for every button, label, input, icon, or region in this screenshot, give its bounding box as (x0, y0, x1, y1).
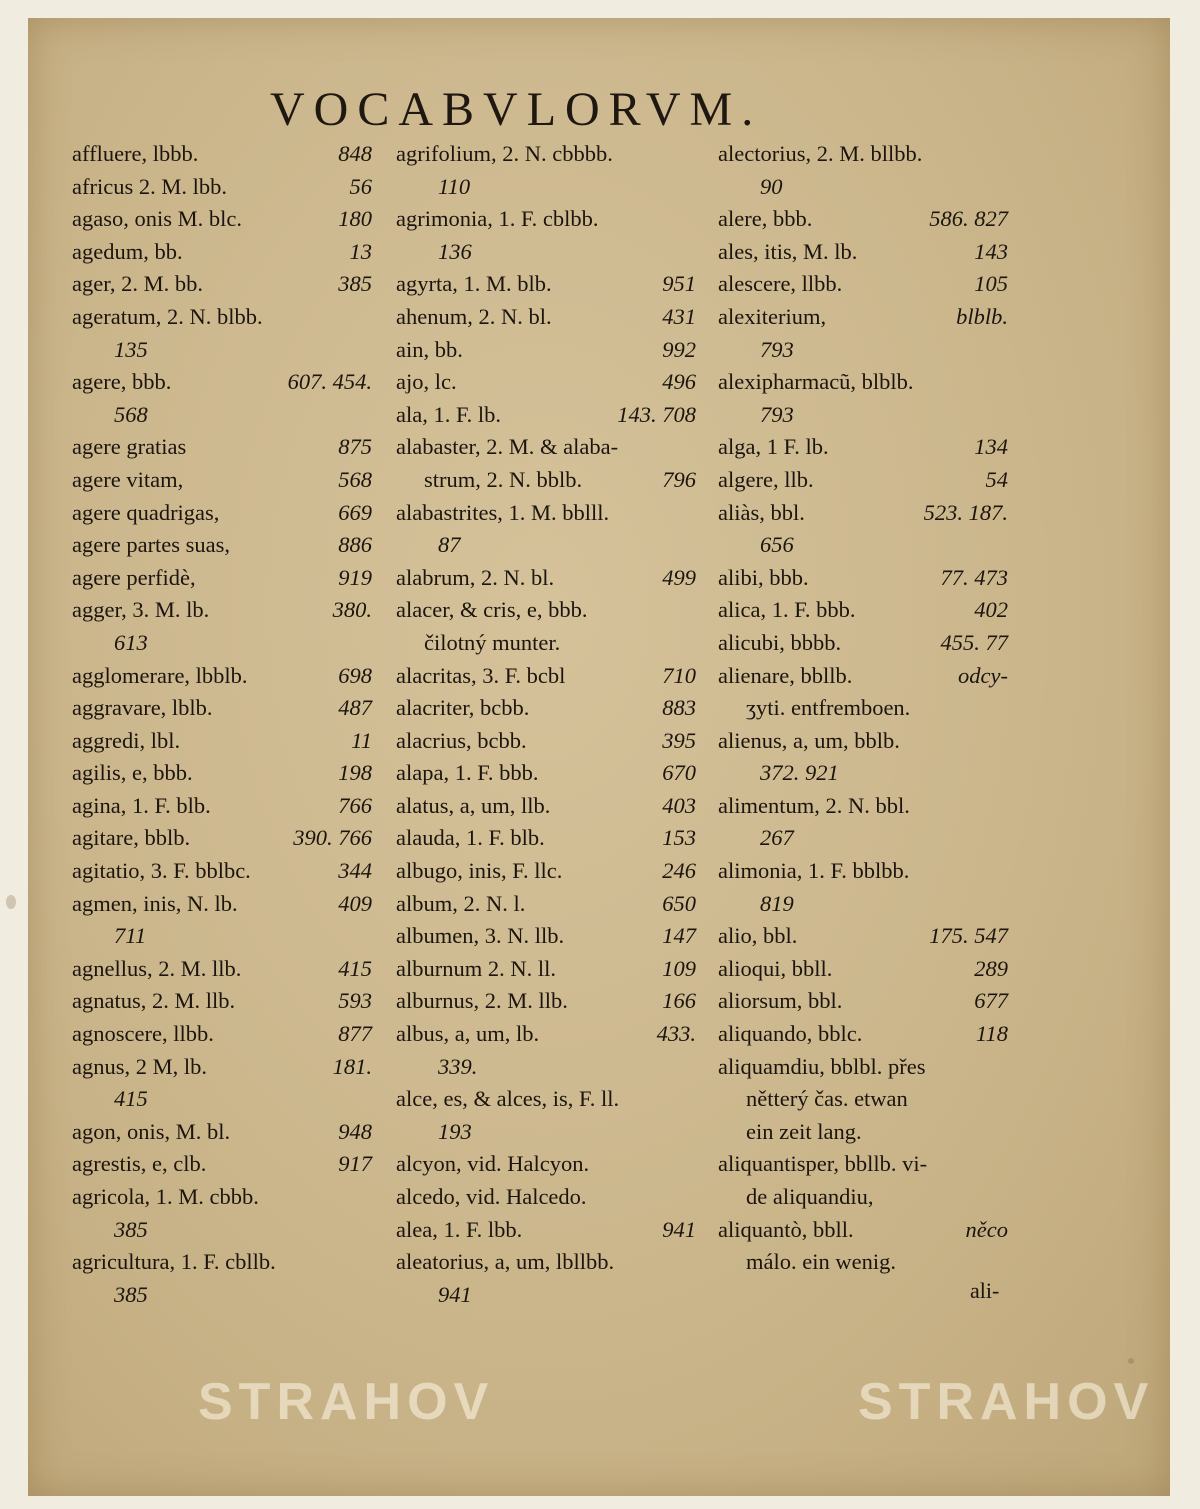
vocab-entry (396, 692, 696, 725)
vocab-word: ain, bb. (396, 336, 463, 362)
vocab-word: 135 (114, 336, 148, 362)
vocab-word: de aliquandiu, (746, 1184, 874, 1209)
vocab-entry (718, 660, 1008, 693)
vocab-word: ahenum, 2. N. bl. (396, 303, 552, 329)
vocab-entry (718, 366, 1008, 399)
vocab-entry (396, 562, 696, 595)
vocab-entry (396, 399, 696, 432)
column-1 (72, 138, 372, 1311)
vocab-word: agnoscere, llbb. (72, 1021, 214, 1047)
vocab-word: 385 (114, 1216, 148, 1242)
vocab-word: agere vitam, (72, 466, 184, 492)
vocab-word: 656 (760, 532, 794, 558)
vocab-word: albus, a, um, lb. (396, 1021, 540, 1047)
vocab-word: affluere, lbbb. (72, 141, 199, 166)
page-reference: 677 (974, 988, 1008, 1014)
page-reference: 246 (662, 858, 696, 884)
vocab-entry (72, 1148, 372, 1181)
vocab-word: alacritas, 3. F. bcbl (396, 662, 566, 688)
vocab-word: aggredi, lbl. (72, 727, 181, 753)
page-reference: 134 (974, 434, 1008, 460)
vocab-entry (718, 1051, 1008, 1084)
page-reference: 669 (338, 499, 372, 525)
page-reference: 143. 708 (617, 401, 696, 427)
vocab-entry (718, 725, 1008, 758)
vocab-entry (72, 757, 372, 790)
vocab-entry (396, 1051, 696, 1084)
vocab-entry (72, 366, 372, 399)
vocab-word: agnus, 2 M, lb. (72, 1053, 207, 1079)
vocab-word: agricultura, 1. F. cbllb. (72, 1249, 276, 1275)
vocab-entry (72, 888, 372, 921)
page-reference: 586. 827 (929, 206, 1008, 232)
vocab-entry (718, 594, 1008, 627)
page-reference: 13 (349, 238, 372, 264)
vocab-entry (396, 985, 696, 1018)
vocab-word: agere perfidè, (72, 564, 196, 590)
vocab-entry (396, 1083, 696, 1116)
catchword: ali- (970, 1278, 1000, 1303)
vocab-word: alicubi, bbbb. (718, 629, 842, 655)
vocab-word: agnellus, 2. M. llb. (72, 955, 242, 981)
ink-spot (6, 895, 16, 909)
vocab-entry (718, 399, 1008, 432)
vocab-entry (396, 953, 696, 986)
vocab-entry (72, 1181, 372, 1214)
page-reference: 402 (974, 597, 1008, 623)
page-reference: 403 (662, 792, 696, 818)
vocab-entry (72, 1246, 372, 1279)
vocab-word: 415 (114, 1086, 148, 1112)
vocab-word: ʒyti. entfremboen. (746, 695, 911, 721)
vocab-entry (396, 627, 696, 660)
vocab-entry (396, 138, 696, 171)
vocab-word: alescere, llbb. (718, 271, 843, 297)
page-reference: 941 (662, 1216, 696, 1242)
vocab-word: 819 (760, 890, 794, 916)
vocab-entry (72, 268, 372, 301)
vocab-entry (718, 985, 1008, 1018)
vocab-entry (396, 920, 696, 953)
vocab-entry (396, 497, 696, 530)
vocab-word: album, 2. N. l. (396, 890, 526, 916)
vocab-word: aleatorius, a, um, lbllbb. (396, 1249, 615, 1275)
vocab-entry (718, 790, 1008, 823)
vocab-word: 613 (114, 629, 148, 655)
vocab-word: alapa, 1. F. bbb. (396, 760, 539, 786)
page-reference: 455. 77 (940, 629, 1008, 655)
vocab-word: nětterý čas. etwan (746, 1086, 908, 1112)
vocab-entry (72, 985, 372, 1018)
library-watermark: STRAHOV (198, 1373, 495, 1431)
page-reference: 992 (662, 336, 696, 362)
vocab-word: agrifolium, 2. N. cbbbb. (396, 141, 613, 166)
vocab-word: ageratum, 2. N. blbb. (72, 303, 263, 329)
vocab-word: alio, bbl. (718, 923, 798, 949)
page-reference: 698 (338, 662, 372, 688)
page-reference: blblb. (956, 303, 1008, 329)
vocab-word: alectorius, 2. M. bllbb. (718, 141, 923, 166)
vocab-entry (72, 236, 372, 269)
vocab-entry (718, 1214, 1008, 1247)
vocab-entry (72, 203, 372, 236)
vocab-entry (718, 1018, 1008, 1051)
page-reference: 77. 473 (940, 564, 1008, 590)
vocab-word: alatus, a, um, llb. (396, 792, 551, 818)
page-reference: 650 (662, 890, 696, 916)
page-reference: 796 (662, 466, 696, 492)
vocab-word: alacriter, bcbb. (396, 695, 530, 721)
vocab-entry (396, 1148, 696, 1181)
vocab-entry (396, 1279, 696, 1312)
vocab-word: agrestis, e, clb. (72, 1151, 207, 1177)
vocab-word: alea, 1. F. lbb. (396, 1216, 523, 1242)
vocab-entry (718, 236, 1008, 269)
vocab-entry (718, 1083, 1008, 1116)
vocab-word: alburnum 2. N. ll. (396, 955, 556, 981)
page-reference: 54 (985, 466, 1008, 492)
vocab-entry (72, 594, 372, 627)
page-reference: 431 (662, 303, 696, 329)
vocab-entry (396, 268, 696, 301)
page-reference: 875 (338, 434, 372, 460)
vocab-entry (72, 725, 372, 758)
page-reference: 143 (974, 238, 1008, 264)
vocab-entry (72, 1279, 372, 1312)
vocab-entry (396, 529, 696, 562)
page-reference: 289 (974, 955, 1008, 981)
vocab-entry (718, 138, 1008, 171)
vocab-entry (718, 888, 1008, 921)
page-reference: 766 (338, 792, 372, 818)
vocab-word: alienus, a, um, bblb. (718, 727, 900, 753)
vocab-entry (72, 301, 372, 334)
page-reference: 181. (332, 1053, 372, 1079)
vocab-entry (718, 920, 1008, 953)
vocab-word: 87 (438, 532, 461, 558)
vocab-entry (396, 464, 696, 497)
page-reference: 118 (975, 1021, 1008, 1047)
vocab-word: agitare, bblb. (72, 825, 191, 851)
ink-spot (1128, 1358, 1134, 1364)
vocab-word: aliàs, bbl. (718, 499, 805, 525)
column-2 (396, 138, 696, 1311)
vocab-entry (72, 334, 372, 367)
vocab-entry (72, 1051, 372, 1084)
page-reference: 948 (338, 1118, 372, 1144)
vocab-entry (396, 1116, 696, 1149)
vocab-word: alacer, & cris, e, bbb. (396, 597, 588, 623)
vocab-entry (396, 725, 696, 758)
vocab-entry (718, 627, 1008, 660)
vocab-word: aliquando, bblc. (718, 1021, 863, 1047)
vocab-entry (72, 1214, 372, 1247)
page-reference: 180 (338, 206, 372, 232)
vocab-word: aliquantisper, bbllb. vi- (718, 1151, 928, 1177)
vocab-word: alauda, 1. F. blb. (396, 825, 545, 851)
vocab-entry (396, 431, 696, 464)
vocab-entry (396, 855, 696, 888)
vocab-word: agaso, onis M. blc. (72, 206, 242, 232)
page-reference: 380. (332, 597, 372, 623)
vocab-word: agyrta, 1. M. blb. (396, 271, 552, 297)
page-reference: něco (965, 1216, 1008, 1242)
page-reference: 385 (338, 271, 372, 297)
vocab-word: alexiterium, (718, 303, 827, 329)
vocab-entry (72, 1116, 372, 1149)
vocab-word: 267 (760, 825, 794, 851)
vocab-entry (396, 822, 696, 855)
vocab-word: albumen, 3. N. llb. (396, 923, 565, 949)
vocab-word: 193 (438, 1118, 472, 1144)
vocab-entry (72, 692, 372, 725)
vocab-entry (72, 1083, 372, 1116)
vocab-entry (72, 529, 372, 562)
vocab-entry (396, 594, 696, 627)
page-reference: 919 (338, 564, 372, 590)
vocab-word: 568 (114, 401, 148, 427)
vocab-entry (72, 464, 372, 497)
page-reference: 487 (338, 695, 372, 721)
vocab-word: 136 (438, 238, 472, 264)
vocab-word: agrimonia, 1. F. cblbb. (396, 206, 599, 232)
vocab-entry (396, 203, 696, 236)
vocab-word: 711 (114, 923, 147, 949)
vocab-word: alcyon, vid. Halcyon. (396, 1151, 590, 1177)
vocab-entry (396, 1246, 696, 1279)
vocab-entry (72, 822, 372, 855)
vocab-word: agina, 1. F. blb. (72, 792, 211, 818)
vocab-word: alibi, bbb. (718, 564, 809, 590)
vocab-entry (718, 529, 1008, 562)
page-reference: 105 (974, 271, 1008, 297)
vocab-entry (72, 660, 372, 693)
vocab-entry (72, 431, 372, 464)
vocab-word: ein zeit lang. (746, 1118, 862, 1144)
column-3 (718, 138, 1008, 1279)
vocab-word: algere, llb. (718, 466, 814, 492)
vocab-word: alioqui, bbll. (718, 955, 833, 981)
vocab-entry (396, 660, 696, 693)
page-title: VOCABVLORVM. (270, 83, 763, 136)
vocab-word: aliquamdiu, bblbl. přes (718, 1053, 926, 1079)
page-reference: 415 (338, 955, 372, 981)
vocab-word: alacrius, bcbb. (396, 727, 527, 753)
vocab-word: agger, 3. M. lb. (72, 597, 210, 623)
vocab-entry (718, 497, 1008, 530)
page-reference: 166 (662, 988, 696, 1014)
vocab-word: 372. 921 (760, 760, 839, 786)
page-reference: 496 (662, 369, 696, 395)
vocab-word: albugo, inis, F. llc. (396, 858, 563, 884)
vocab-entry (718, 757, 1008, 790)
vocab-entry (396, 236, 696, 269)
vocab-entry (72, 953, 372, 986)
vocab-word: ajo, lc. (396, 369, 457, 395)
vocab-word: ala, 1. F. lb. (396, 401, 502, 427)
vocab-word: agere, bbb. (72, 369, 172, 395)
vocab-entry (718, 268, 1008, 301)
vocab-entry (718, 822, 1008, 855)
vocab-entry (718, 855, 1008, 888)
page-reference: 56 (349, 173, 372, 199)
vocab-word: čilotný munter. (424, 629, 561, 655)
page-reference: 568 (338, 466, 372, 492)
page-reference: 390. 766 (293, 825, 372, 851)
vocab-word: alburnus, 2. M. llb. (396, 988, 568, 1014)
vocab-word: 941 (438, 1281, 472, 1307)
vocab-entry (718, 1116, 1008, 1149)
vocab-entry (396, 1018, 696, 1051)
vocab-word: strum, 2. N. bblb. (424, 466, 583, 492)
page-reference: 109 (662, 955, 696, 981)
vocab-word: alimonia, 1. F. bblbb. (718, 858, 910, 884)
page-reference: 917 (338, 1151, 372, 1177)
vocab-entry (718, 562, 1008, 595)
library-watermark: STRAHOV (858, 1373, 1155, 1431)
vocab-entry (718, 953, 1008, 986)
vocab-word: agricola, 1. M. cbbb. (72, 1184, 259, 1209)
vocab-word: agere partes suas, (72, 532, 231, 558)
vocab-entry (72, 1018, 372, 1051)
vocab-word: ager, 2. M. bb. (72, 271, 203, 297)
vocab-entry (718, 692, 1008, 725)
vocab-entry (72, 855, 372, 888)
vocab-entry (396, 334, 696, 367)
vocab-entry (396, 1181, 696, 1214)
vocab-entry (72, 627, 372, 660)
vocab-word: málo. ein wenig. (746, 1249, 896, 1275)
vocab-entry (718, 203, 1008, 236)
vocab-word: 339. (438, 1053, 478, 1079)
vocab-word: agglomerare, lbblb. (72, 662, 248, 688)
vocab-word: alexipharmacũ, blblb. (718, 369, 914, 395)
vocab-entry (72, 171, 372, 204)
page-reference: 198 (338, 760, 372, 786)
vocab-entry (72, 497, 372, 530)
vocab-entry (396, 757, 696, 790)
vocab-entry (718, 171, 1008, 204)
vocab-word: 385 (114, 1281, 148, 1307)
vocab-word: alienare, bbllb. (718, 662, 853, 688)
vocab-word: agmen, inis, N. lb. (72, 890, 238, 916)
page-reference: 433. (656, 1021, 696, 1047)
vocab-word: agere gratias (72, 434, 187, 460)
page-reference: 11 (351, 727, 372, 753)
page-reference: 886 (338, 532, 372, 558)
vocab-word: agon, onis, M. bl. (72, 1118, 231, 1144)
page-reference: 499 (662, 564, 696, 590)
vocab-entry (396, 888, 696, 921)
page-reference: 670 (662, 760, 696, 786)
vocab-word: alabastrites, 1. M. bblll. (396, 499, 610, 525)
vocab-entry (396, 301, 696, 334)
vocab-word: alce, es, & alces, is, F. ll. (396, 1086, 620, 1112)
page-reference: 147 (662, 923, 696, 949)
vocab-word: agedum, bb. (72, 238, 183, 264)
vocab-word: aliquantò, bbll. (718, 1216, 854, 1242)
vocab-word: alica, 1. F. bbb. (718, 597, 856, 623)
page-reference: 593 (338, 988, 372, 1014)
vocab-entry (718, 431, 1008, 464)
vocab-word: agere quadrigas, (72, 499, 220, 525)
vocab-entry (718, 1148, 1008, 1181)
vocab-entry (396, 1214, 696, 1247)
vocab-word: 110 (438, 173, 471, 199)
vocab-word: africus 2. M. lbb. (72, 173, 227, 199)
page-reference: 951 (662, 271, 696, 297)
vocab-word: aliorsum, bbl. (718, 988, 843, 1014)
vocab-word: alcedo, vid. Halcedo. (396, 1184, 587, 1209)
vocab-word: 793 (760, 401, 794, 427)
vocab-entry (718, 1246, 1008, 1279)
page-reference: 710 (662, 662, 696, 688)
vocab-word: aggravare, lblb. (72, 695, 213, 721)
page-reference: 848 (338, 141, 372, 166)
vocab-word: agnatus, 2. M. llb. (72, 988, 236, 1014)
vocab-entry (718, 301, 1008, 334)
vocab-word: 793 (760, 336, 794, 362)
vocab-word: 90 (760, 173, 783, 199)
vocab-word: alabrum, 2. N. bl. (396, 564, 555, 590)
page-reference: 883 (662, 695, 696, 721)
vocab-word: agilis, e, bbb. (72, 760, 193, 786)
vocab-word: alimentum, 2. N. bbl. (718, 792, 910, 818)
page-reference: 607. 454. (287, 369, 372, 395)
vocab-entry (718, 464, 1008, 497)
vocab-entry (72, 790, 372, 823)
vocab-entry (396, 366, 696, 399)
vocab-entry (718, 334, 1008, 367)
page-reference: 395 (662, 727, 696, 753)
vocab-entry (72, 920, 372, 953)
vocab-word: alere, bbb. (718, 206, 813, 232)
vocab-word: alabaster, 2. M. & alaba- (396, 434, 619, 460)
vocab-word: alga, 1 F. lb. (718, 434, 829, 460)
page-reference: 175. 547 (929, 923, 1008, 949)
page-reference: 409 (338, 890, 372, 916)
vocab-entry (396, 790, 696, 823)
vocab-word: ales, itis, M. lb. (718, 238, 858, 264)
vocab-entry (72, 399, 372, 432)
vocab-word: agitatio, 3. F. bblbc. (72, 858, 251, 884)
page-reference: 344 (338, 858, 372, 884)
page-reference: 523. 187. (923, 499, 1008, 525)
vocab-entry (396, 171, 696, 204)
vocab-entry (72, 138, 372, 171)
vocab-entry (718, 1181, 1008, 1214)
page-reference: odcy- (958, 662, 1008, 688)
page-reference: 877 (338, 1021, 372, 1047)
vocab-entry (72, 562, 372, 595)
page-reference: 153 (662, 825, 696, 851)
